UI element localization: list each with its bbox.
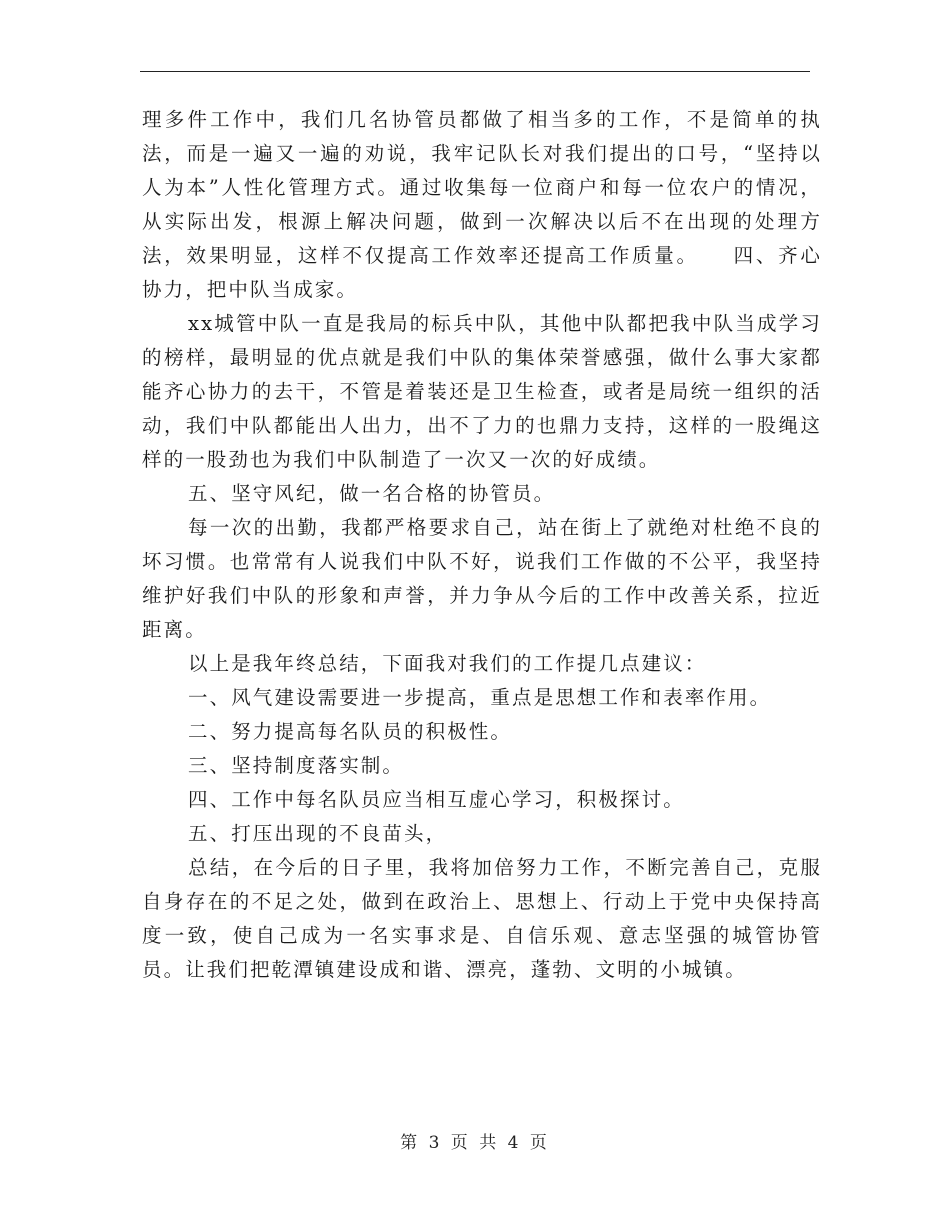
conclusion-paragraph: 总结，在今后的日子里，我将加倍努力工作，不断完善自己，克服自身存在的不足之处，做到在政治上、思想上、行动上于党中央保持高度一致，使自己成为一名实事求是、自信乐观、意志坚强的城管协管员。让我们把乾潭镇建设成和谐、漂亮，蓬勃、文明的小城镇。 [142,856,822,981]
paragraph-2: xx城管中队一直是我局的标兵中队，其他中队都把我中队当成学习的榜样，最明显的优点就是我们中队的集体荣誉感强，做什么事大家都能齐心协力的去干，不管是着装还是卫生检查，或者是局统一组织的活动，我们中队都能出人出力，出不了力的也鼎力支持，这样的一股绳这样的一股劲也为我们中队制造了一次又一次的好成绩。 [142,312,822,471]
paragraph-3: 每一次的出勤，我都严格要求自己，站在街上了就绝对杜绝不良的坏习惯。也常常有人说我们中队不好，说我们工作做的不公平，我坚持维护好我们中队的形象和声誉，并力争从今后的工作中改善关系，拉近距离。 [142,516,822,641]
section-heading-5: 五、坚守风纪，做一名合格的协管员。 [188,482,556,505]
header-rule [140,71,810,72]
document-body [142,103,822,987]
suggestion-item-4: 四、工作中每名队员应当相互虚心学习，积极探讨。 [188,788,685,811]
suggestion-item-1: 一、风气建设需要进一步提高，重点是思想工作和表率作用。 [188,686,772,709]
suggestion-item-2: 二、努力提高每名队员的积极性。 [188,720,513,743]
page-number: 第 3 页 共 4 页 [400,1133,550,1153]
suggestions-intro: 以上是我年终总结，下面我对我们的工作提几点建议： [188,652,707,675]
paragraph-1: 理多件工作中，我们几名协管员都做了相当多的工作，不是简单的执法，而是一遍又一遍的劝说，我牢记队长对我们提出的口号，“坚持以人为本”人性化管理方式。通过收集每一位商户和每一位农户的情况，从实际出发，根源上解决问题，做到一次解决以后不在出现的处理方法，效果明显，这样不仅提高工作效率还提高工作质量。 四、齐心协力，把中队当成家。 [142,108,822,301]
suggestion-item-3: 三、坚持制度落实制。 [188,754,405,777]
suggestion-item-5: 五、打压出现的不良苗头， [188,822,448,845]
